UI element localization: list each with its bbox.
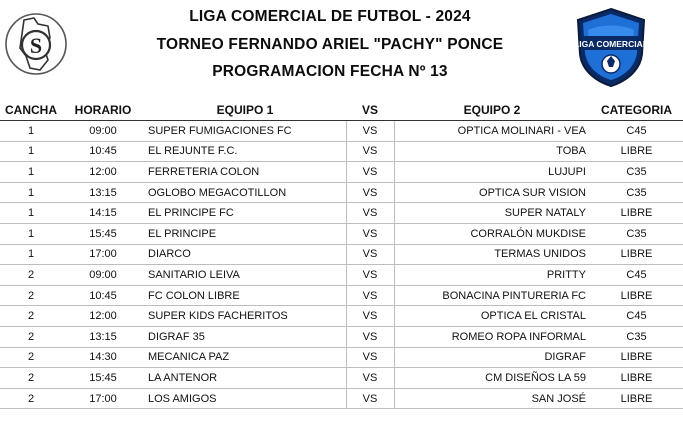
col-header-horario: HORARIO	[62, 100, 144, 121]
cell-cancha: 1	[0, 182, 62, 203]
cell-equipo2: DIGRAF	[394, 347, 590, 368]
cell-horario: 15:45	[62, 223, 144, 244]
cell-categoria: LIBRE	[590, 285, 683, 306]
col-header-equipo2: EQUIPO 2	[394, 100, 590, 121]
cell-vs: VS	[346, 388, 394, 409]
cell-vs: VS	[346, 265, 394, 286]
cell-horario: 12:00	[62, 306, 144, 327]
table-row	[0, 162, 683, 183]
cell-equipo1: DIGRAF 35	[144, 326, 346, 347]
table-row	[0, 141, 683, 162]
cell-horario: 12:00	[62, 162, 144, 183]
cell-equipo2: CM DISEÑOS LA 59	[394, 368, 590, 389]
cell-cancha: 2	[0, 388, 62, 409]
cell-equipo1: EL REJUNTE F.C.	[144, 141, 346, 162]
col-header-cancha: CANCHA	[0, 100, 62, 121]
cell-horario: 10:45	[62, 285, 144, 306]
title-league: LIGA COMERCIAL DE FUTBOL - 2024	[189, 8, 471, 25]
cell-equipo1: MECANICA PAZ	[144, 347, 346, 368]
cell-cancha: 1	[0, 244, 62, 265]
cell-categoria: LIBRE	[590, 368, 683, 389]
cell-cancha: 2	[0, 285, 62, 306]
cell-equipo1: SUPER FUMIGACIONES FC	[144, 121, 346, 142]
col-header-vs: VS	[346, 100, 394, 121]
cell-vs: VS	[346, 326, 394, 347]
cell-cancha: 2	[0, 306, 62, 327]
league-map-logo-icon	[4, 4, 68, 80]
cell-categoria: C35	[590, 223, 683, 244]
cell-categoria: C45	[590, 121, 683, 142]
table-row	[0, 347, 683, 368]
cell-cancha: 1	[0, 121, 62, 142]
cell-vs: VS	[346, 162, 394, 183]
table-row	[0, 265, 683, 286]
cell-categoria: LIBRE	[590, 141, 683, 162]
cell-equipo2: TERMAS UNIDOS	[394, 244, 590, 265]
cell-equipo2: OPTICA EL CRISTAL	[394, 306, 590, 327]
cell-equipo2: OPTICA SUR VISION	[394, 182, 590, 203]
cell-equipo2: SAN JOSÉ	[394, 388, 590, 409]
cell-categoria: LIBRE	[590, 347, 683, 368]
cell-categoria: C35	[590, 326, 683, 347]
cell-cancha: 2	[0, 326, 62, 347]
cell-cancha: 2	[0, 368, 62, 389]
cell-equipo2: CORRALÓN MUKDISE	[394, 223, 590, 244]
cell-horario: 13:15	[62, 182, 144, 203]
title-tournament: TORNEO FERNANDO ARIEL "PACHY" PONCE	[156, 36, 504, 53]
col-header-categoria: CATEGORIA	[590, 100, 683, 121]
cell-horario: 14:15	[62, 203, 144, 224]
cell-equipo1: FERRETERIA COLON	[144, 162, 346, 183]
table-row	[0, 121, 683, 142]
cell-categoria: C35	[590, 162, 683, 183]
cell-categoria: LIBRE	[590, 388, 683, 409]
fixture-table	[0, 100, 683, 409]
cell-categoria: C45	[590, 265, 683, 286]
cell-equipo1: DIARCO	[144, 244, 346, 265]
table-row	[0, 306, 683, 327]
cell-equipo2: ROMEO ROPA INFORMAL	[394, 326, 590, 347]
cell-vs: VS	[346, 368, 394, 389]
cell-vs: VS	[346, 203, 394, 224]
cell-horario: 14:30	[62, 347, 144, 368]
cell-categoria: C45	[590, 306, 683, 327]
cell-cancha: 1	[0, 223, 62, 244]
cell-equipo1: EL PRINCIPE	[144, 223, 346, 244]
cell-cancha: 1	[0, 162, 62, 183]
cell-categoria: C35	[590, 182, 683, 203]
cell-vs: VS	[346, 223, 394, 244]
cell-vs: VS	[346, 285, 394, 306]
cell-categoria: LIBRE	[590, 244, 683, 265]
title-fixture: PROGRAMACION FECHA Nº 13	[212, 63, 448, 80]
cell-horario: 17:00	[62, 388, 144, 409]
col-header-equipo1: EQUIPO 1	[144, 100, 346, 121]
cell-vs: VS	[346, 121, 394, 142]
cell-vs: VS	[346, 244, 394, 265]
table-row	[0, 223, 683, 244]
cell-equipo2: PRITTY	[394, 265, 590, 286]
cell-equipo2: OPTICA MOLINARI - VEA	[394, 121, 590, 142]
cell-horario: 09:00	[62, 121, 144, 142]
cell-vs: VS	[346, 182, 394, 203]
table-row	[0, 388, 683, 409]
cell-cancha: 1	[0, 203, 62, 224]
cell-horario: 15:45	[62, 368, 144, 389]
cell-equipo1: EL PRINCIPE FC	[144, 203, 346, 224]
cell-equipo2: BONACINA PINTURERIA FC	[394, 285, 590, 306]
table-row	[0, 203, 683, 224]
table-header-row	[0, 100, 683, 121]
liga-comercial-shield-icon	[572, 6, 650, 88]
cell-equipo1: SANITARIO LEIVA	[144, 265, 346, 286]
cell-cancha: 2	[0, 347, 62, 368]
cell-equipo2: TOBA	[394, 141, 590, 162]
cell-horario: 13:15	[62, 326, 144, 347]
cell-equipo1: FC COLON LIBRE	[144, 285, 346, 306]
logo-left-letter: S	[29, 33, 43, 58]
cell-vs: VS	[346, 141, 394, 162]
cell-categoria: LIBRE	[590, 203, 683, 224]
cell-equipo1: OGLOBO MEGACOTILLON	[144, 182, 346, 203]
cell-equipo2: SUPER NATALY	[394, 203, 590, 224]
cell-horario: 09:00	[62, 265, 144, 286]
cell-horario: 10:45	[62, 141, 144, 162]
logo-right-text: LIGA COMERCIAL	[574, 39, 648, 49]
page-header	[0, 0, 663, 96]
cell-equipo1: LA ANTENOR	[144, 368, 346, 389]
cell-equipo2: LUJUPI	[394, 162, 590, 183]
table-row	[0, 285, 683, 306]
cell-horario: 17:00	[62, 244, 144, 265]
cell-cancha: 2	[0, 265, 62, 286]
cell-vs: VS	[346, 306, 394, 327]
cell-vs: VS	[346, 347, 394, 368]
cell-equipo1: SUPER KIDS FACHERITOS	[144, 306, 346, 327]
table-row	[0, 244, 683, 265]
table-row	[0, 182, 683, 203]
table-row	[0, 368, 683, 389]
cell-equipo1: LOS AMIGOS	[144, 388, 346, 409]
cell-cancha: 1	[0, 141, 62, 162]
table-row	[0, 326, 683, 347]
